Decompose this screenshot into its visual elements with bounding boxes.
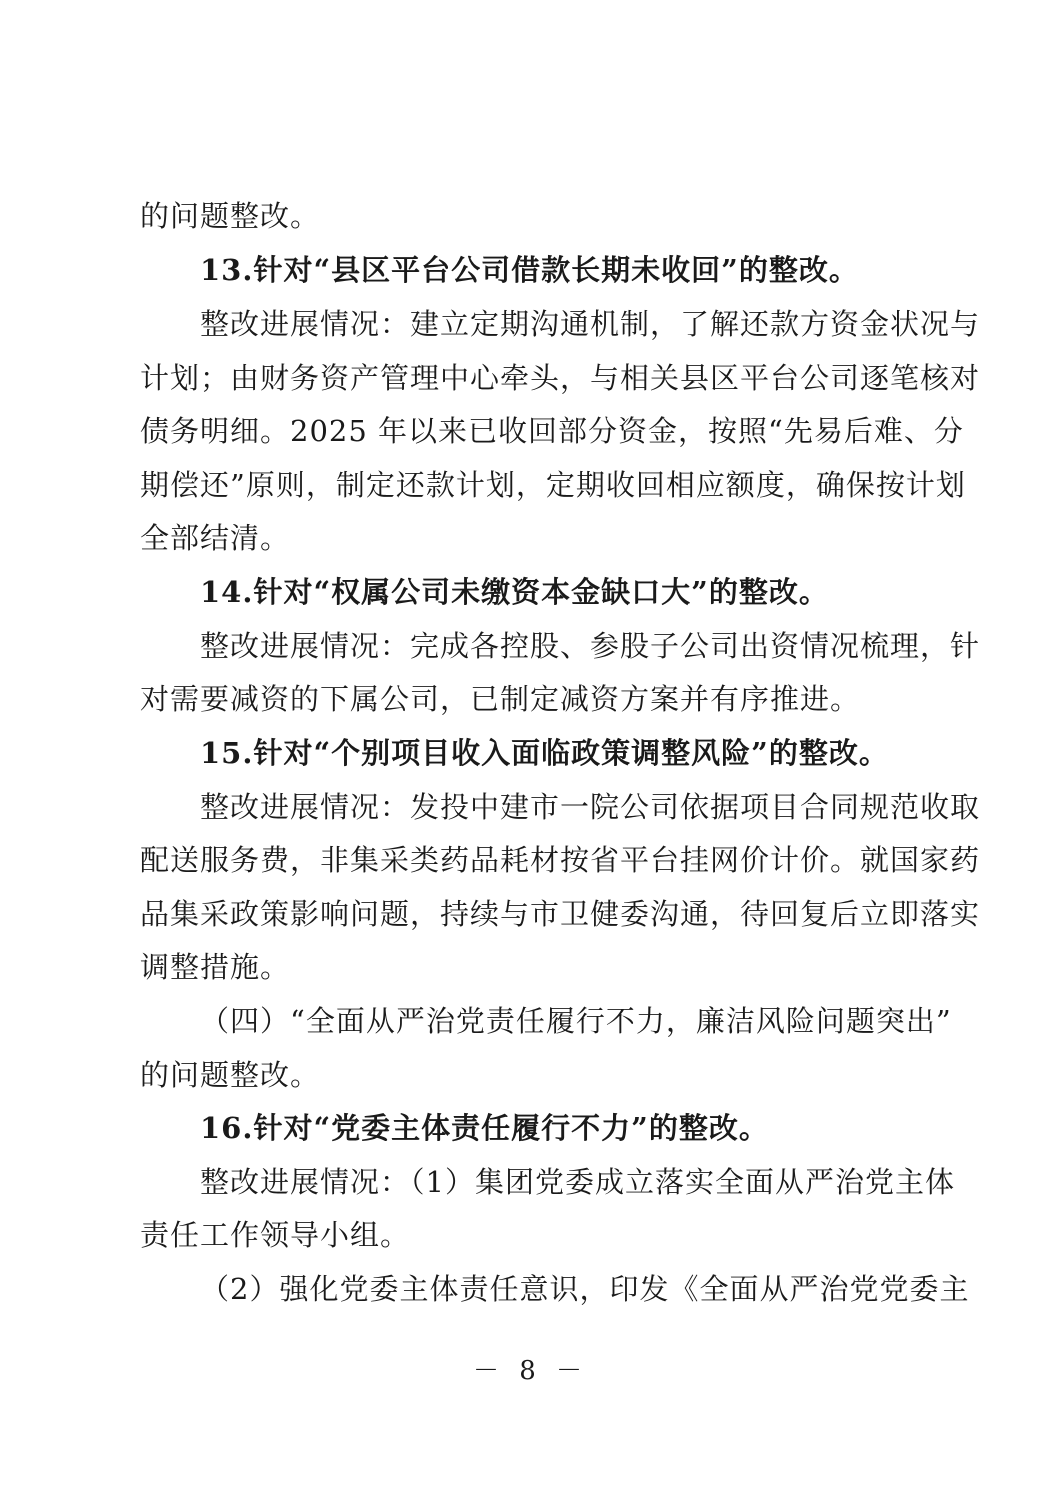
text-line-15: 调整措施。 [140,950,291,984]
text-line-10: 对需要减资的下属公司，已制定减资方案并有序推进。 [140,682,861,716]
heading-item-15: 15.针对“个别项目收入面临政策调整风险”的整改。 [200,736,889,770]
text-line-19: 整改进展情况：（1）集团党委成立落实全面从严治党主体 [200,1165,955,1199]
section-heading-4: （四）“全面从严治党责任履行不力，廉洁风险问题突出” [200,1004,952,1038]
heading-item-16: 16.针对“党委主体责任履行不力”的整改。 [200,1111,769,1145]
text-line-9: 整改进展情况：完成各控股、参股子公司出资情况梳理，针 [200,629,981,663]
text-line-1: 的问题整改。 [140,199,321,233]
text-line-17: 的问题整改。 [140,1058,321,1092]
heading-item-13: 13.针对“县区平台公司借款长期未收回”的整改。 [200,253,859,287]
text-line-5: 债务明细。2025 年以来已收回部分资金，按照“先易后难、分 [140,414,964,448]
page-number: － 8 － [472,1356,589,1386]
text-line-6: 期偿还”原则，制定还款计划，定期收回相应额度，确保按计划 [140,468,966,502]
heading-item-14: 14.针对“权属公司未缴资本金缺口大”的整改。 [200,575,829,609]
text-line-3: 整改进展情况：建立定期沟通机制，了解还款方资金状况与 [200,307,981,341]
text-line-21: （2）强化党委主体责任意识，印发《全面从严治党党委主 [200,1272,970,1306]
text-line-13: 配送服务费，非集采类药品耗材按省平台挂网价计价。就国家药 [140,843,981,877]
text-line-4: 计划；由财务资产管理中心牵头，与相关县区平台公司逐笔核对 [140,361,981,395]
text-line-20: 责任工作领导小组。 [140,1218,411,1252]
text-line-14: 品集采政策影响问题，持续与市卫健委沟通，待回复后立即落实 [140,897,981,931]
text-line-12: 整改进展情况：发投中建市一院公司依据项目合同规范收取 [200,790,981,824]
text-line-7: 全部结清。 [140,521,291,555]
